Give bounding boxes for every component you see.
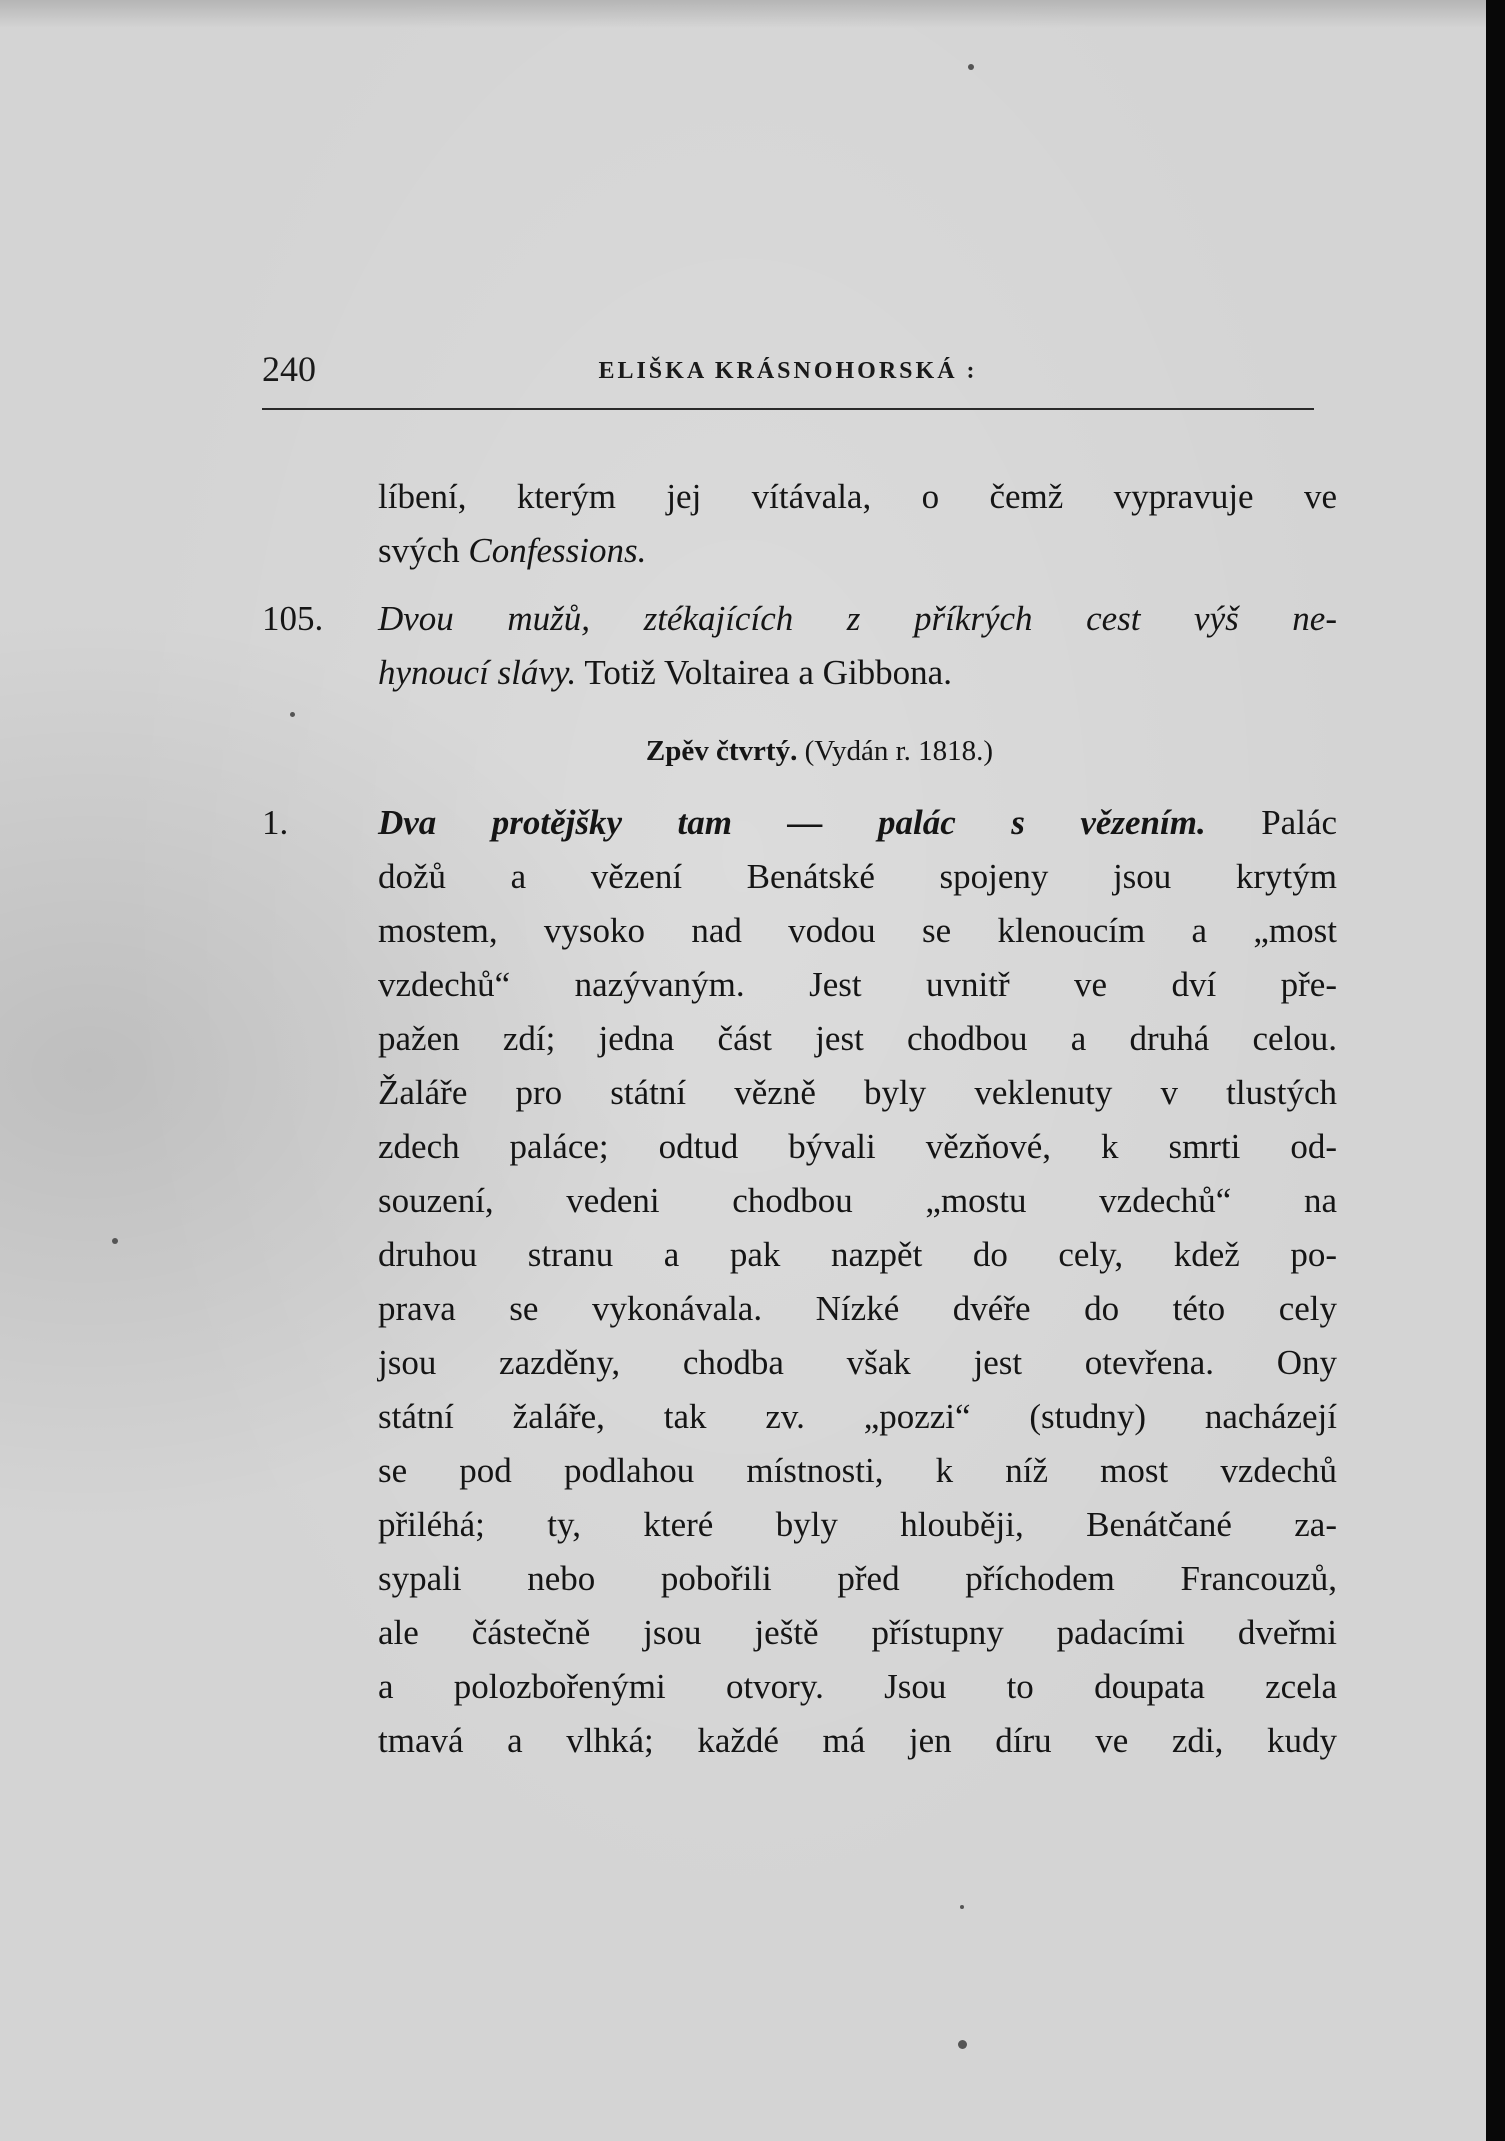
header-rule <box>262 408 1314 410</box>
scan-speck <box>958 2040 967 2049</box>
text-line: jsou zazděny, chodba však jest otevřena. Ony <box>378 1343 1337 1382</box>
page-top-shadow <box>0 0 1486 28</box>
note-lemma: hynoucí slávy. <box>378 653 577 692</box>
text-line: se pod podlahou místnosti, k níž most vzdechů <box>378 1451 1337 1490</box>
note-lemma: Dvou mužů, ztékajících z příkrých cest výš ne- <box>378 599 1337 638</box>
spacer <box>262 578 1337 592</box>
note-text: Totiž Voltairea a Gibbona. <box>584 653 952 692</box>
note-lemma: Dva protějšky tam — palác s vězením. <box>378 803 1206 842</box>
section-heading <box>262 724 1337 778</box>
text-line: Žaláře pro státní vězně byly veklenuty v tlustých <box>378 1073 1337 1112</box>
note-number: 105. <box>262 599 324 638</box>
section-date: (Vydán r. 1818.) <box>804 735 994 767</box>
note-1-line1 <box>262 796 1337 850</box>
text-line: a polozbořenými otvory. Jsou to doupata zcela <box>378 1667 1337 1706</box>
page-body <box>262 470 1337 1768</box>
scan-speck <box>290 712 295 717</box>
scan-speck <box>960 1905 964 1909</box>
page-number: 240 <box>262 349 316 389</box>
text-line: druhou stranu a pak nazpět do cely, kdež po- <box>378 1235 1337 1274</box>
scan-speck <box>112 1238 118 1244</box>
section-title: Zpěv čtvrtý. <box>645 735 798 767</box>
text-line: pažen zdí; jedna část jest chodbou a druhá celou. <box>378 1019 1337 1058</box>
page-header <box>262 348 1314 408</box>
scan-edge <box>1486 0 1505 2141</box>
note-text: Palác <box>1261 803 1338 842</box>
text-line: dožů a vězení Benátské spojeny jsou krytým <box>378 857 1337 896</box>
text-line: tmavá a vlhká; každé má jen díru ve zdi, kudy <box>378 1721 1337 1760</box>
note-number: 1. <box>262 803 289 842</box>
text-line: ale částečně jsou ještě přístupny padacími dveřmi <box>378 1613 1337 1652</box>
text-line: přiléhá; ty, které byly hlouběji, Benátčané za- <box>378 1505 1337 1544</box>
text-line: prava se vykonávala. Nízké dvéře do této cely <box>378 1289 1337 1328</box>
note-105-line2 <box>262 646 1337 700</box>
text-line: vzdechů“ nazývaným. Jest uvnitř ve dví pře- <box>378 965 1337 1004</box>
running-head: ELIŠKA KRÁSNOHORSKÁ : <box>598 358 978 384</box>
scan-speck <box>968 64 974 70</box>
text-fragment: svých <box>378 531 460 570</box>
italic-title: Confessions. <box>468 531 647 570</box>
text-line: zdech paláce; odtud bývali vězňové, k smrti od- <box>378 1127 1337 1166</box>
text-line: státní žaláře, tak zv. „pozzi“ (studny) nacházejí <box>378 1397 1337 1436</box>
text-line <box>262 524 1337 578</box>
text-line: mostem, vysoko nad vodou se klenoucím a „most <box>378 911 1337 950</box>
text-line: líbení, kterým jej vítávala, o čemž vypravuje ve <box>378 477 1337 516</box>
note-105-line1 <box>262 592 1337 646</box>
text-line: sypali nebo pobořili před příchodem Francouzů, <box>378 1559 1337 1598</box>
text-line: souzení, vedeni chodbou „mostu vzdechů“ na <box>378 1181 1337 1220</box>
